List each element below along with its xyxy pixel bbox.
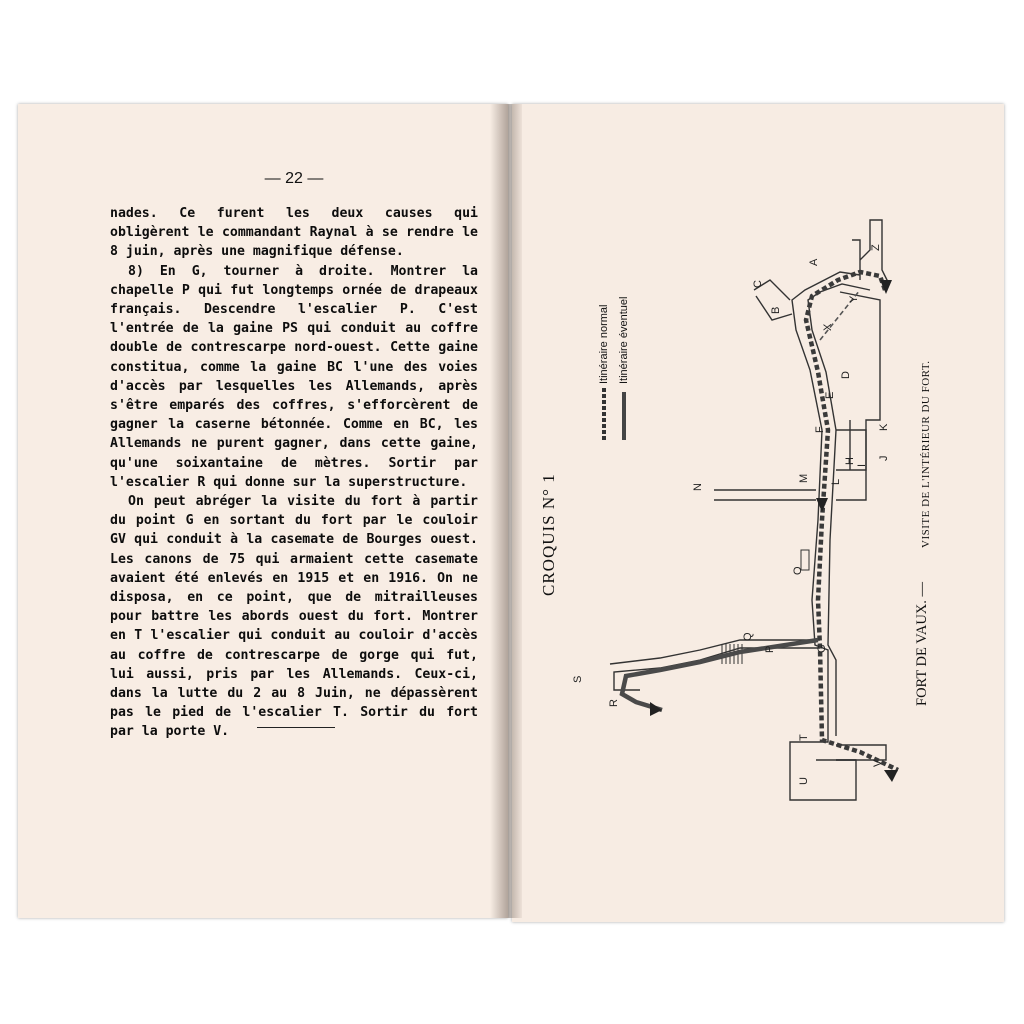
map-label-n: N	[692, 483, 704, 491]
legend-optional-route: Itinéraire éventuel	[618, 296, 630, 384]
exit-arrow-v	[884, 770, 898, 782]
map-label-q: Q	[742, 632, 754, 641]
map-label-i: I	[856, 463, 868, 467]
map-label-g: G	[816, 644, 828, 653]
sketch-title: CROQUIS N° 1	[539, 473, 558, 596]
map-label-m: M	[798, 473, 810, 483]
legend-normal-route: Itinéraire normal	[598, 304, 610, 384]
figure-caption-subtitle: VISITE DE L'INTÉRIEUR DU FORT.	[920, 360, 932, 548]
map-label-k: K	[878, 423, 890, 431]
exit-arrow-r	[650, 702, 662, 716]
map-label-t: T	[798, 734, 810, 741]
map-label-a: A	[808, 258, 820, 266]
paragraph: nades. Ce furent les deux causes qui obligèrent le commandant Raynal à se rendre le 8 juin, après une magnifique défense.	[110, 206, 478, 260]
map-label-b: B	[770, 306, 782, 314]
map-label-o: O	[792, 566, 804, 575]
map-label-s: S	[572, 675, 584, 683]
figure-caption: FORT DE VAUX. —	[914, 581, 930, 706]
map-label-l: L	[830, 478, 842, 485]
paragraph: On peut abréger la visite du fort à partir du point G en sortant du fort par le couloir GV qui conduit à la casemate de Bourges ouest. Les canons de 75 qui armaient cette casemate avaient été enlevés en 1915 et en 1916. On ne disposa, en ce point, que de mitrailleuses pour battre les abords ouest du fort. Montrer en T l'escalier qui conduit au couloir d'accès au coffre de contrescarpe de gorge qui fut, lui aussi, pris par les Allemands. Ceux-ci, dans la lutte du 2 au 8 Juin, ne dépassèrent pas le pied de l'escalier T. Sortir du fort par la porte V.	[110, 494, 478, 740]
map-labels	[572, 244, 890, 785]
map-label-f: F	[814, 426, 826, 433]
map-label-v: V	[872, 759, 884, 767]
map-label-r: R	[608, 699, 620, 707]
map-label-d: D	[840, 371, 852, 379]
map-label-x: X	[822, 323, 834, 331]
route-optional	[622, 640, 818, 710]
page-number: — 22 —	[264, 170, 324, 187]
map-label-y: Y	[848, 295, 860, 303]
map-label-z: Z	[870, 244, 882, 251]
map-label-p: P	[764, 645, 776, 653]
map-label-h: H	[844, 457, 856, 465]
paragraph: 8) En G, tourner à droite. Montrer la chapelle P qui fut longtemps ornée de drapeaux français. Descendre l'escalier P. C'est l'entrée de la gaine PS qui conduit au coffre double de contrescarpe nord-ouest. Cette gaine constitua, comme la gaine BC l'une des voies d'accès par lesquelles les Allemands, après s'être emparés des coffres, s'efforcèrent de gagner la caserne bétonnée. Comme en BC, les Allemands ne purent gagner, dans cette gaine, qu'une soixantaine de mètres. Sortir par l'escalier R qui donne sur la superstructure.	[110, 263, 478, 490]
map-label-c: C	[752, 280, 764, 288]
map-label-u: U	[798, 777, 810, 785]
map-label-e: E	[824, 391, 836, 399]
route-normal	[806, 272, 898, 770]
map-label-j: J	[878, 455, 890, 461]
